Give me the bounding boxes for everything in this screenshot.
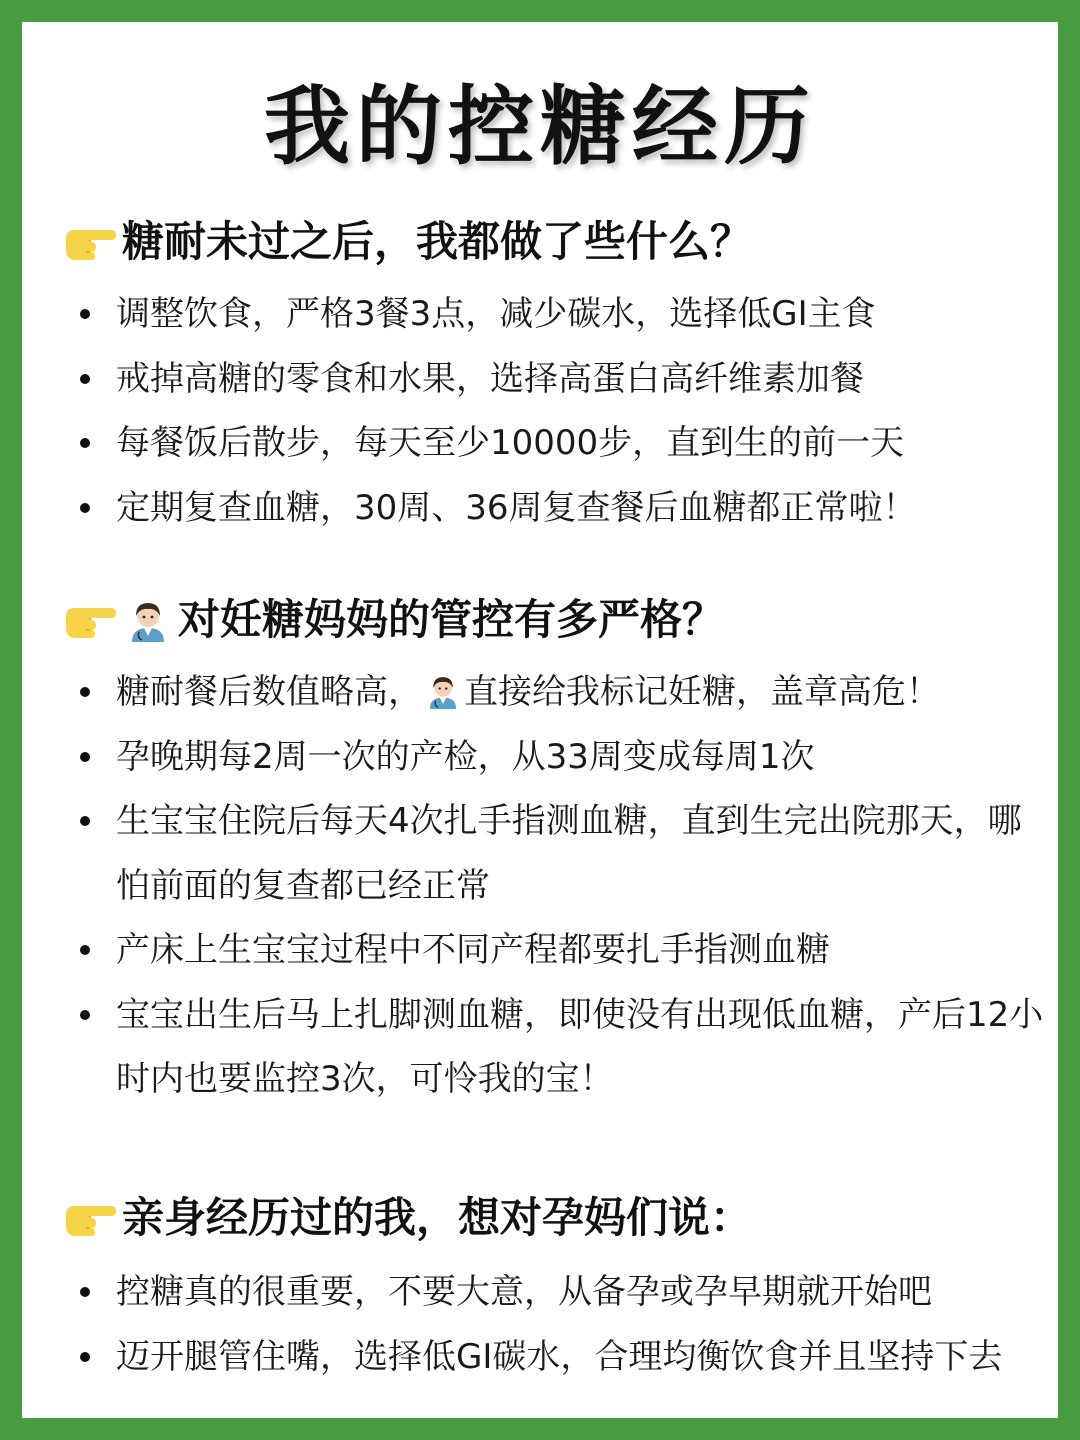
female-health-worker-icon	[128, 598, 168, 642]
section-list-2	[22, 660, 1058, 1112]
bullet-icon	[80, 1010, 90, 1020]
section-list-3	[22, 1260, 1058, 1389]
bullet-icon	[80, 945, 90, 955]
list-item: 生宝宝住院后每天4次扎手指测血糖，直到生完出院那天，哪怕前面的复查都已经正常	[22, 789, 1058, 918]
section-list-1	[22, 282, 1058, 540]
list-item: 定期复查血糖，30周、36周复查餐后血糖都正常啦！	[22, 476, 1058, 541]
bullet-icon	[80, 503, 90, 513]
page-title: 我的控糖经历	[264, 77, 816, 177]
bullet-icon	[80, 309, 90, 319]
content-card	[22, 22, 1058, 1418]
bullet-icon	[80, 1287, 90, 1297]
bullet-icon	[80, 1352, 90, 1362]
pointing-hand-icon	[60, 220, 118, 264]
section-heading-3	[60, 1188, 752, 1248]
list-item: 调整饮食，严格3餐3点，减少碳水，选择低GI主食	[22, 282, 1058, 347]
pointing-hand-icon	[60, 1196, 118, 1240]
female-health-worker-icon	[426, 666, 460, 702]
bullet-icon	[80, 374, 90, 384]
section-heading-2	[60, 590, 724, 650]
list-item: 产床上生宝宝过程中不同产程都要扎手指测血糖	[22, 918, 1058, 983]
section-heading-text-1: 糖耐未过之后，我都做了些什么？	[122, 217, 753, 266]
list-item: 孕晚期每2周一次的产检，从33周变成每周1次	[22, 725, 1058, 790]
bullet-icon	[80, 752, 90, 762]
list-item: 控糖真的很重要，不要大意，从备孕或孕早期就开始吧	[22, 1260, 1058, 1325]
list-item: 每餐饭后散步，每天至少10000步，直到生的前一天	[22, 411, 1058, 476]
bullet-icon	[80, 687, 90, 697]
list-item: 迈开腿管住嘴，选择低GI碳水，合理均衡饮食并且坚持下去	[22, 1325, 1058, 1390]
list-item: 宝宝出生后马上扎脚测血糖，即使没有出现低血糖，产后12小时内也要监控3次，可怜我的宝！	[22, 983, 1058, 1112]
section-heading-text-2: 对妊糖妈妈的管控有多严格？	[178, 595, 725, 644]
section-heading-1	[60, 212, 752, 272]
bullet-icon	[80, 438, 90, 448]
list-item: 戒掉高糖的零食和水果，选择高蛋白高纤维素加餐	[22, 347, 1058, 412]
list-item: 糖耐餐后数值略高， 直接给我标记妊糖，盖章高危！	[22, 660, 1058, 725]
bullet-icon	[80, 816, 90, 826]
pointing-hand-icon	[60, 598, 118, 642]
section-heading-text-3: 亲身经历过的我，想对孕妈们说：	[122, 1193, 753, 1242]
